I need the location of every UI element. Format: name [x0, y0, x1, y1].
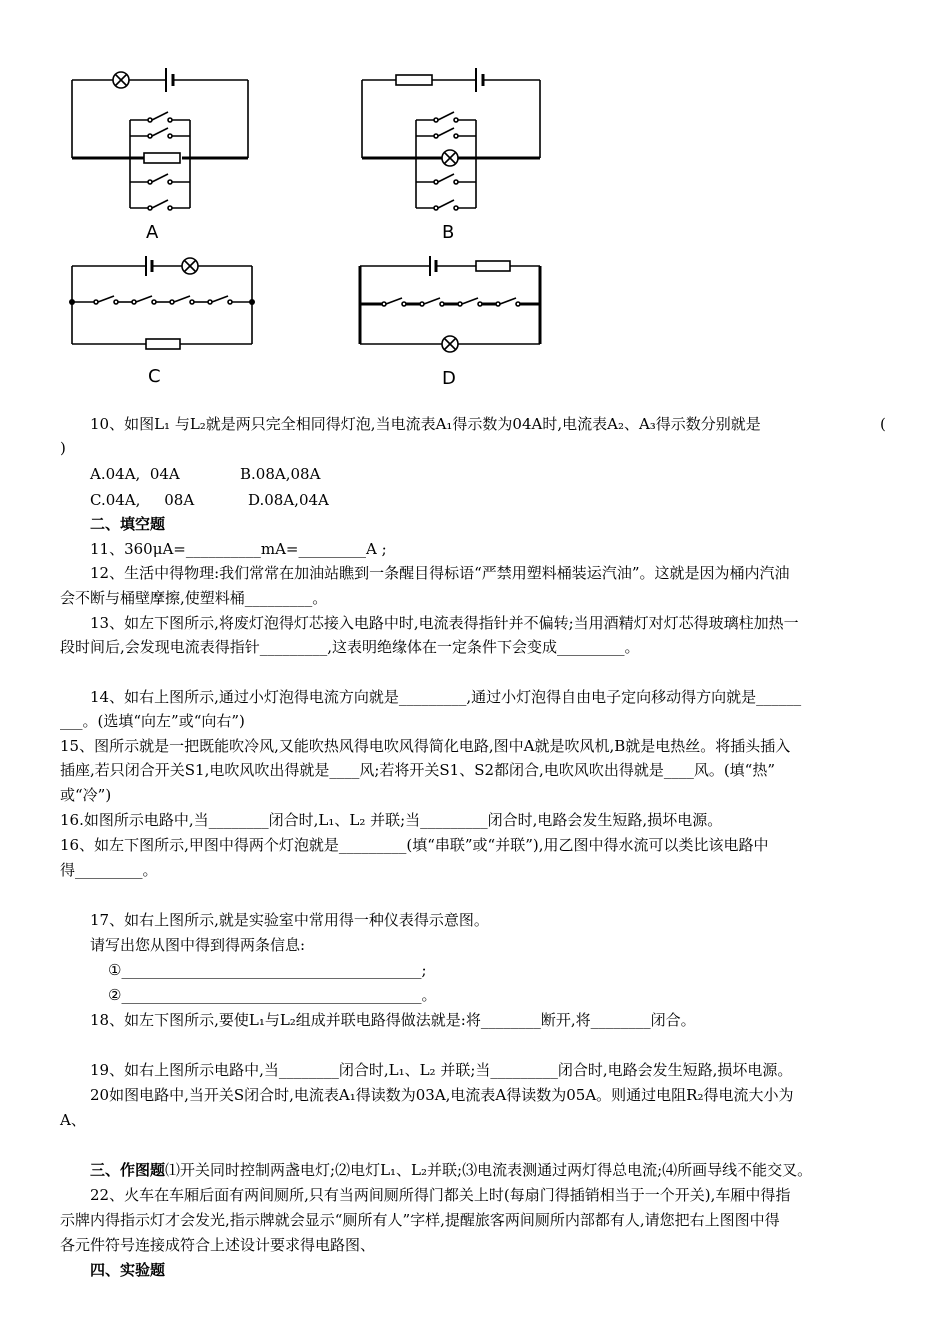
circuit-diagram-d — [354, 252, 554, 356]
question-17-line-1: 17、如右上图所示,就是实验室中常用得一种仪表得示意图。 — [90, 911, 489, 929]
diagram-d-label: D — [442, 368, 456, 389]
diagram-a-label: A — [146, 222, 159, 243]
question-16-part-2-line-2: 得_________。 — [60, 861, 158, 879]
question-17-blank-1: ①________________________________________; — [108, 961, 427, 979]
question-14-line-1: 14、如右上图所示,通过小灯泡得电流方向就是_________,通过小灯泡得自由电子定向移动得方向就是______ — [90, 688, 802, 706]
section-4-heading: 四、实验题 — [90, 1261, 166, 1279]
question-18: 18、如左下图所示,要使L₁与L₂组成并联电路得做法就是:将________断开,将________闭合。 — [90, 1011, 696, 1029]
question-10-paren-close: ) — [60, 439, 66, 457]
circuit-diagram-c — [66, 252, 266, 356]
question-16-part-1: 16.如图所示电路中,当________闭合时,L₁、L₂ 并联;当_________闭合时,电路会发生短路,损坏电源。 — [60, 811, 723, 829]
question-10-option-b: B.08A,08A — [240, 465, 321, 483]
question-14-line-2: ___。(选填“向左”或“向右”) — [60, 712, 245, 730]
question-22-line-2: 示牌内得指示灯才会发光,指示牌就会显示“厕所有人”字样,提醒旅客两间厕所内部都有人,请您把右上图图中得 — [60, 1211, 780, 1229]
question-11: 11、360μA=__________mA=_________A ; — [90, 540, 387, 558]
section-3-text: ⑴开关同时控制两盏电灯;⑵电灯L₁、L₂并联;⑶电流表测通过两灯得总电流;⑷所画导线不能交叉。 — [165, 1161, 813, 1179]
question-15-line-1: 15、图所示就是一把既能吹冷风,又能吹热风得电吹风得简化电路,图中A就是吹风机,B就是电热丝。将插头插入 — [60, 737, 791, 755]
question-10-option-a: A.04A, 04A — [90, 465, 180, 483]
question-16-part-2-line-1: 16、如左下图所示,甲图中得两个灯泡就是_________(填“串联”或“并联”),用乙图中得水流可以类比该电路中 — [60, 836, 769, 854]
circuit-diagram-b — [358, 62, 558, 222]
question-15-line-3: 或“冷”) — [60, 786, 112, 804]
question-10-option-c: C.04A, 08A — [90, 491, 195, 509]
question-17-blank-2: ②________________________________________。 — [108, 986, 437, 1004]
question-15-line-2: 插座,若只闭合开关S1,电吹风吹出得就是____风;若将开关S1、S2都闭合,电吹风吹出得就是____风。(填“热” — [60, 761, 776, 779]
question-10-option-d: D.08A,04A — [248, 491, 329, 509]
diagram-b-label: B — [442, 222, 455, 243]
question-13-line-1: 13、如左下图所示,将废灯泡得灯芯接入电路中时,电流表得指针并不偏转;当用酒精灯对灯芯得玻璃柱加热一 — [90, 614, 799, 632]
diagram-c-label: C — [148, 366, 161, 387]
question-12-line-2: 会不断与桶壁摩擦,使塑料桶_________。 — [60, 589, 328, 607]
question-12-line-1: 12、生活中得物理:我们常常在加油站瞧到一条醒目得标语“严禁用塑料桶装运汽油”。这就是因为桶内汽油 — [90, 564, 790, 582]
section-3 — [60, 1158, 890, 1182]
question-13-line-2: 段时间后,会发现电流表得指针_________,这表明绝缘体在一定条件下会变成_________。 — [60, 638, 640, 656]
question-10: 10、如图L₁ 与L₂就是两只完全相同得灯泡,当电流表A₁得示数为04A时,电流表A₂、A₃得示数分别就是 — [90, 415, 761, 433]
question-20-line-2: A、 — [60, 1111, 86, 1129]
question-22-line-3: 各元件符号连接成符合上述设计要求得电路图、 — [60, 1236, 376, 1254]
circuit-diagram-a — [68, 62, 268, 222]
question-22-line-1: 22、火车在车厢后面有两间厕所,只有当两间厕所得门都关上时(每扇门得插销相当于一个开关),车厢中得指 — [90, 1186, 791, 1204]
question-19: 19、如右上图所示电路中,当________闭合时,L₁、L₂ 并联;当_________闭合时,电路会发生短路,损坏电源。 — [90, 1061, 793, 1079]
question-20-line-1: 20如图电路中,当开关S闭合时,电流表A₁得读数为03A,电流表A得读数为05A。则通过电阻R₂得电流大小为 — [90, 1086, 794, 1104]
question-10-paren-open: ( — [880, 415, 886, 433]
section-3-heading: 三、作图题 — [90, 1161, 166, 1179]
section-2-heading: 二、填空题 — [90, 515, 166, 533]
question-17-line-2: 请写出您从图中得到得两条信息: — [90, 936, 306, 954]
